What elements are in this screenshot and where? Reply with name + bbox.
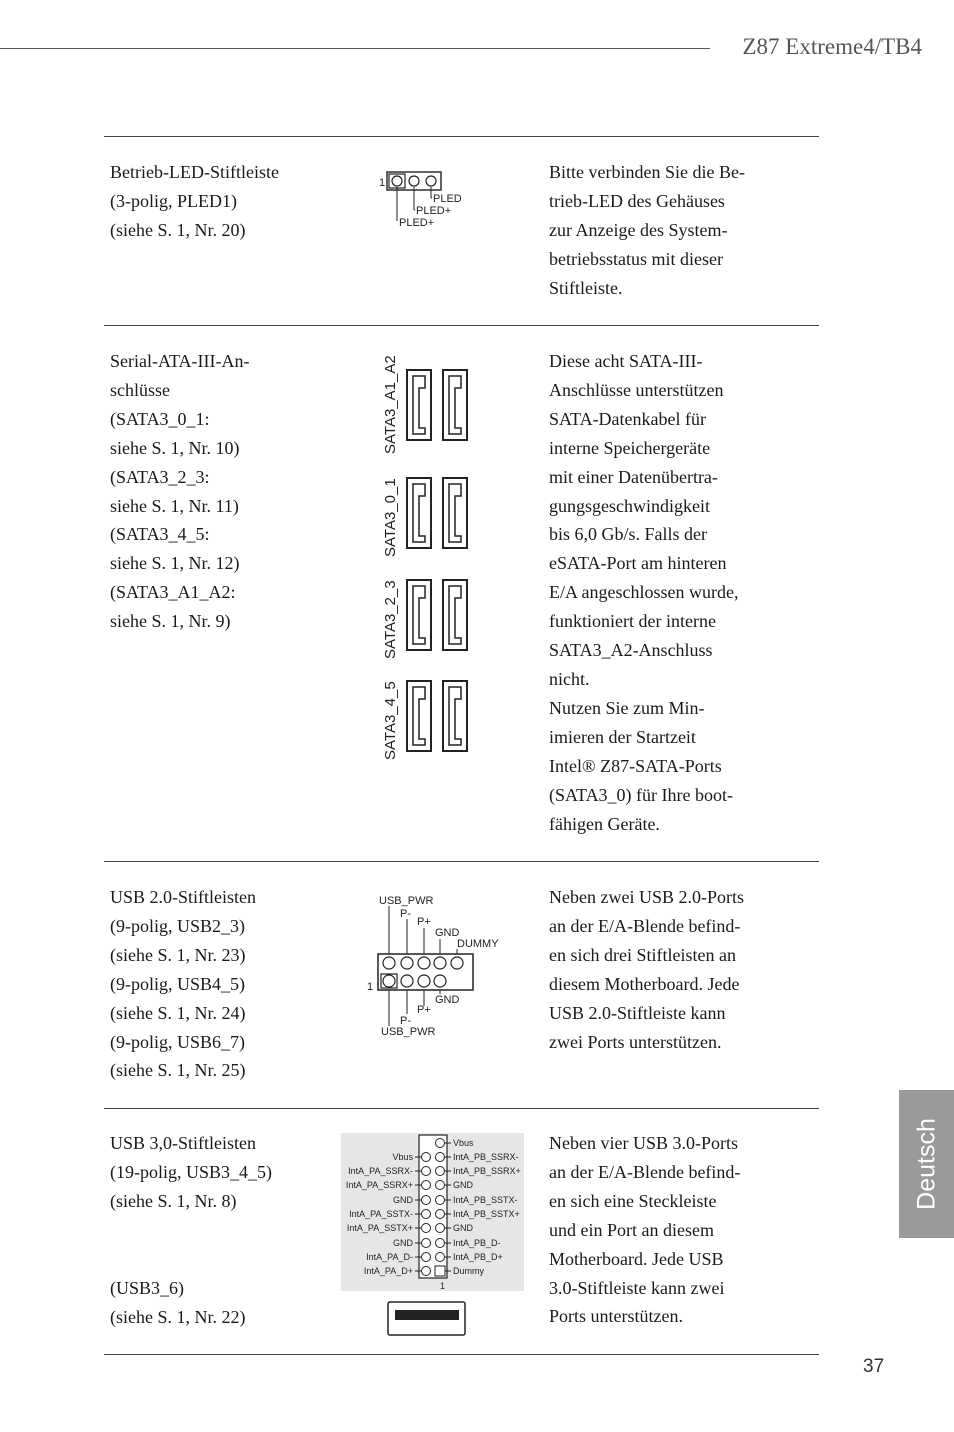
- usb3-description-right: Neben vier USB 3.0-Ports an der E/A-Blende befind- en sich eine Steckleiste und ein Port an diesem Motherboard. Jede USB 3.0-Stiftleiste kann zwei Ports unterstützen.: [549, 1133, 741, 1327]
- sata-ports-diagram: [375, 350, 485, 770]
- p-minus-label: P-: [400, 908, 411, 920]
- usb3-port-diagram: [387, 1301, 467, 1337]
- sata-description-left: Serial-ATA-III-An- schlüsse (SATA3_0_1: siehe S. 1, Nr. 10) (SATA3_2_3: siehe S. 1, Nr. 11) (SATA3_4_5: siehe S. 1, Nr. 12) (SATA3_A1_A2: siehe S. 1, Nr. 9): [110, 351, 250, 632]
- sata-0-1-label: SATA3_0_1: [382, 478, 399, 557]
- pled-label: PLED: [433, 193, 462, 205]
- usb2-header-diagram: [362, 890, 512, 1040]
- pled-description-right: Bitte verbinden Sie die Be- trieb-LED des Gehäuses zur Anzeige des System- betriebsstatus mit dieser Stiftleiste.: [549, 162, 745, 298]
- pled-description-left: Betrieb-LED-Stiftleiste (3-polig, PLED1) (siehe S. 1, Nr. 20): [110, 162, 279, 240]
- sata-port-a1-a2: [382, 355, 467, 454]
- dummy-label: DUMMY: [457, 938, 499, 950]
- pin1-label: 1: [440, 1281, 446, 1291]
- usb-pwr-label: USB_PWR: [379, 895, 434, 907]
- usb3-description-left: USB 3,0-Stiftleisten (19-polig, USB3_4_5) (siehe S. 1, Nr. 8): [110, 1133, 272, 1211]
- sata-port-4-5: [382, 681, 467, 760]
- table-divider: [104, 136, 819, 137]
- pin-label: IntA_PB_SSTX+: [453, 1209, 520, 1219]
- p-minus-label: P-: [400, 1015, 411, 1027]
- pled-plus-label: PLED+: [399, 217, 435, 229]
- pin-label: IntA_PA_SSRX+: [345, 1180, 413, 1190]
- usb2-description-right: Neben zwei USB 2.0-Ports an der E/A-Blende befind- en sich drei Stiftleisten an diesem Motherboard. Jede USB 2.0-Stiftleiste kann zwei Ports unterstützen.: [549, 887, 744, 1052]
- language-tab-label: Deutsch: [912, 1118, 940, 1210]
- model-title: Z87 Extreme4/TB4: [742, 34, 922, 59]
- pin-label: Vbus: [453, 1138, 474, 1148]
- pin-label: GND: [453, 1223, 473, 1233]
- pled-header-diagram: [375, 166, 475, 232]
- p-plus-label: P+: [417, 1004, 431, 1016]
- pin-label: IntA_PB_SSRX-: [453, 1152, 519, 1162]
- table-divider: [104, 1354, 819, 1355]
- gnd-label: GND: [435, 927, 460, 939]
- pin-label: IntA_PA_D-: [366, 1252, 413, 1262]
- pin-label: IntA_PB_D-: [453, 1238, 501, 1248]
- pin-label: IntA_PA_SSTX-: [349, 1209, 413, 1219]
- pin-label: IntA_PA_SSTX+: [346, 1223, 413, 1233]
- table-divider: [104, 861, 819, 862]
- sata-2-3-label: SATA3_2_3: [382, 580, 399, 659]
- usb3-6-description-left: (USB3_6) (siehe S. 1, Nr. 22): [110, 1278, 246, 1327]
- pin-label: GND: [453, 1180, 473, 1190]
- sata-description-right: Diese acht SATA-III- Anschlüsse unterstützen SATA-Datenkabel für interne Speichergeräte mit einer Datenübertra- gungsgeschwindigkeit bis 6,0 Gb/s. Falls der eSATA-Port am hinteren E/A angeschlossen wurde, funktioniert der interne SATA3_A2-Anschluss nicht. Nutzen Sie zum Min- imieren der Startzeit Intel® Z87-SATA-Ports (SATA3_0) für Ihre boot- fähigen Geräte.: [549, 351, 739, 834]
- pin-label: Vbus: [392, 1152, 413, 1162]
- sata-port-2-3: [382, 580, 467, 659]
- pin-label: IntA_PB_SSTX-: [453, 1195, 518, 1205]
- pin-label: IntA_PB_SSRX+: [453, 1166, 521, 1176]
- pin-label: Dummy: [453, 1266, 484, 1276]
- pled-plus-label: PLED+: [416, 205, 452, 217]
- pin-label: IntA_PB_D+: [453, 1252, 503, 1262]
- pin-label: GND: [393, 1238, 413, 1248]
- pin1-label: 1: [367, 981, 374, 993]
- sata-port-0-1: [382, 478, 467, 557]
- header-rule: [0, 48, 710, 49]
- pin1-label: 1: [379, 177, 386, 189]
- pin-label: IntA_PA_SSRX-: [348, 1166, 413, 1176]
- sata-4-5-label: SATA3_4_5: [382, 681, 399, 760]
- usb2-description-left: USB 2.0-Stiftleisten (9-polig, USB2_3) (siehe S. 1, Nr. 23) (9-polig, USB4_5) (siehe S. 1, Nr. 24) (9-polig, USB6_7) (siehe S. 1, Nr. 25): [110, 887, 257, 1081]
- page-number: 37: [863, 1356, 885, 1377]
- gnd-label: GND: [435, 994, 460, 1006]
- usb3-header-diagram: [341, 1133, 525, 1293]
- usb-pwr-label: USB_PWR: [381, 1026, 436, 1038]
- sata-a1-a2-label: SATA3_A1_A2: [382, 355, 399, 454]
- language-tab: [899, 1090, 954, 1238]
- pin-label: GND: [393, 1195, 413, 1205]
- p-plus-label: P+: [417, 916, 431, 928]
- table-divider: [104, 1108, 819, 1109]
- table-divider: [104, 325, 819, 326]
- pin-label: IntA_PA_D+: [363, 1266, 413, 1276]
